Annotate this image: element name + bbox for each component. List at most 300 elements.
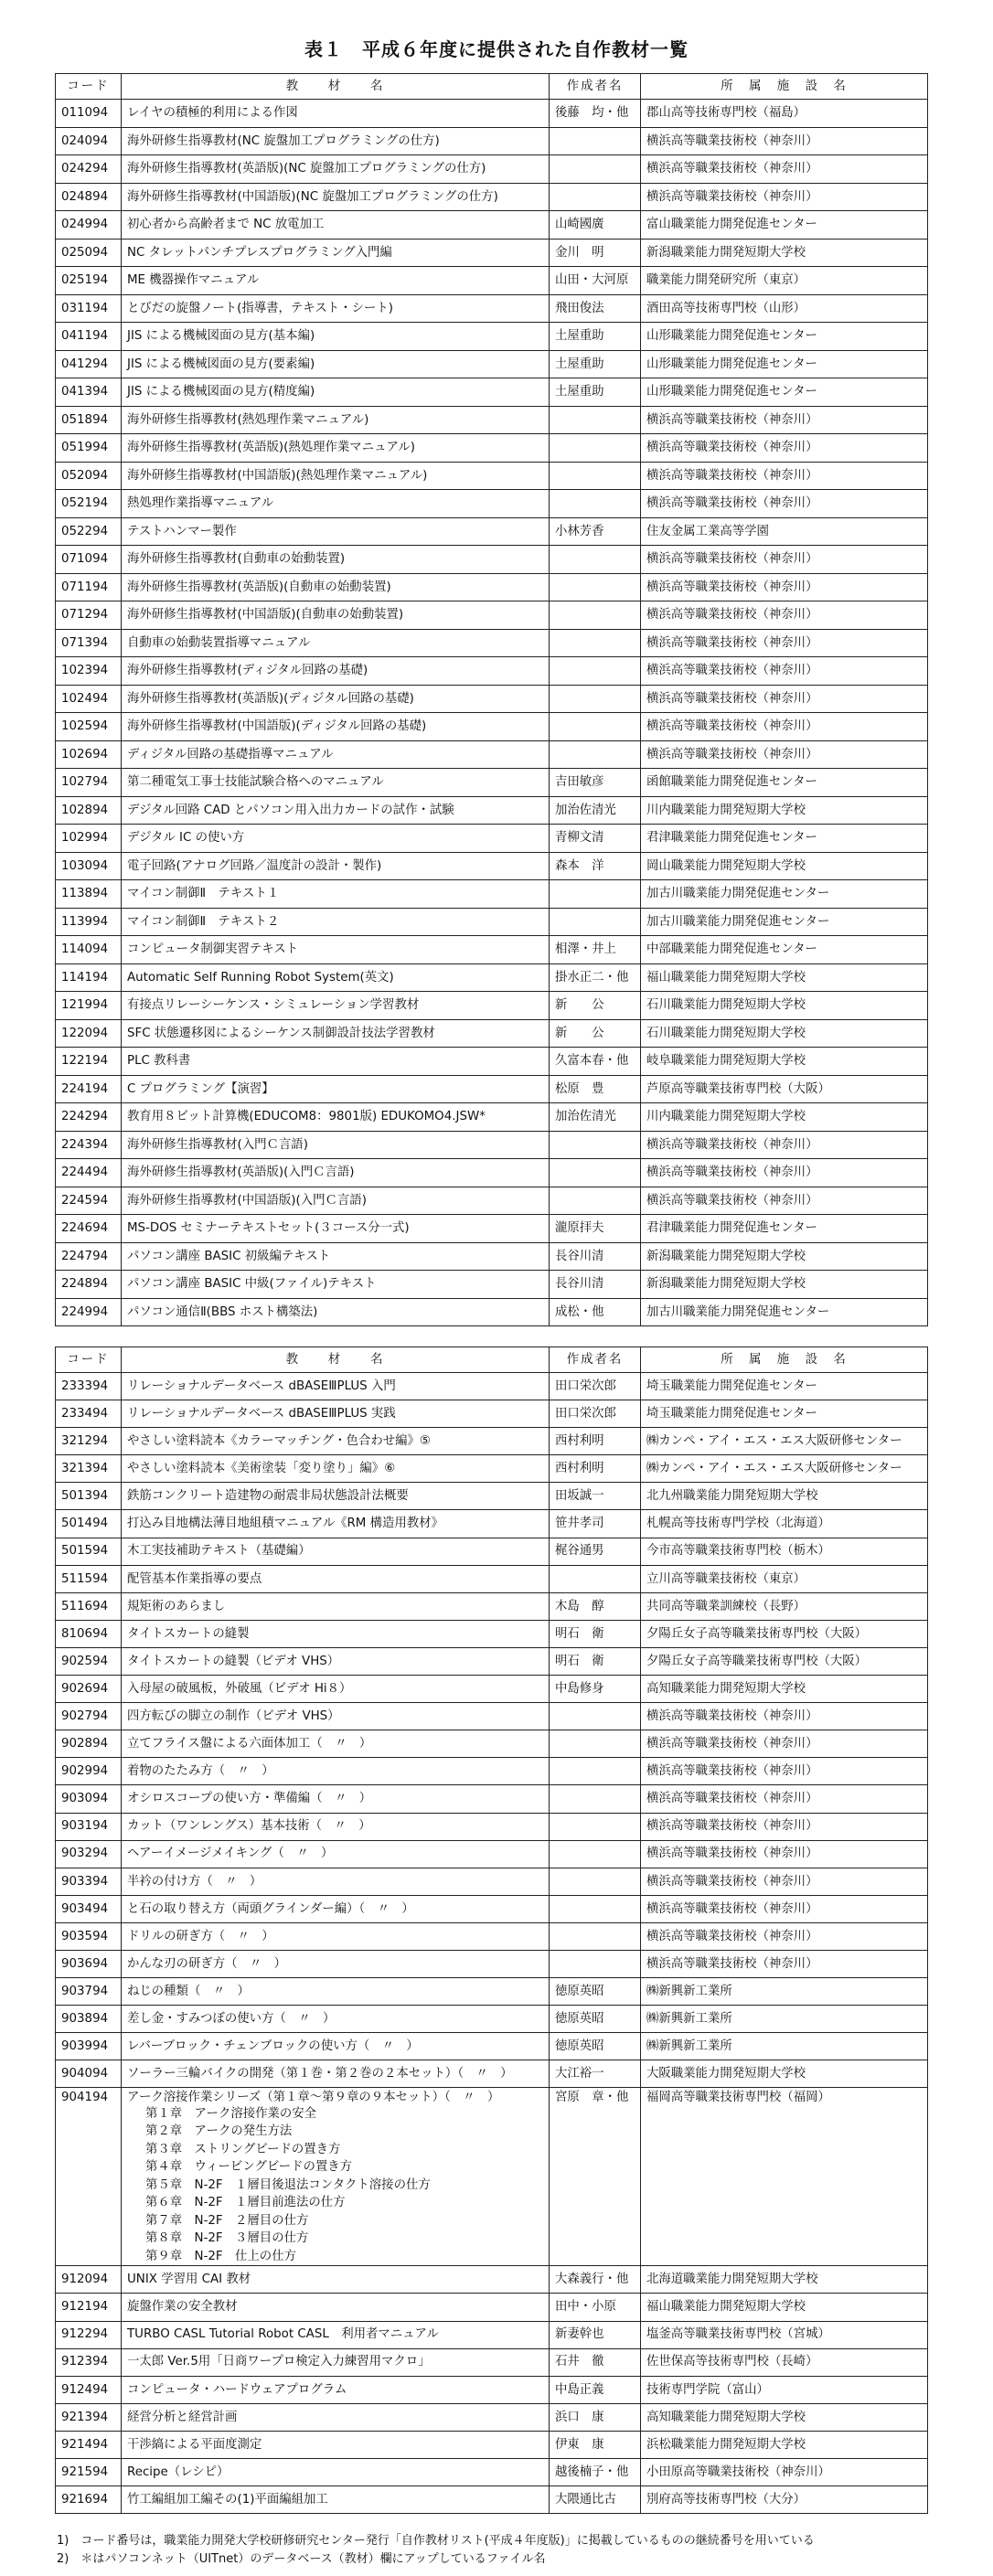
name-cell: [122, 1242, 550, 1271]
institution-cell: 浜松職業能力開発短期大学校: [641, 2431, 928, 2458]
code-cell: 501594: [56, 1538, 122, 1565]
name-cell: [122, 992, 550, 1020]
code-cell: 903394: [56, 1868, 122, 1895]
name-cell: [122, 1373, 550, 1400]
material-name: リレーショナルデータベース dBASEⅢPLUS 実践: [127, 1406, 396, 1421]
table-row: [56, 239, 928, 267]
code-cell: 921594: [56, 2459, 122, 2486]
material-name: C プログラミング【演習】: [127, 1081, 274, 1096]
name-cell: [122, 434, 550, 463]
code-cell: 321294: [56, 1428, 122, 1455]
author-cell: 西村利明: [550, 1428, 641, 1455]
table-row: [56, 1159, 928, 1187]
code-cell: 041394: [56, 378, 122, 407]
table-row: [56, 1565, 928, 1592]
table-row: [56, 1428, 928, 1455]
name-cell: [122, 1131, 550, 1159]
institution-cell: 新潟職業能力開発短期大学校: [641, 1242, 928, 1271]
code-cell: 071394: [56, 629, 122, 657]
name-cell: [122, 908, 550, 936]
author-cell: [550, 713, 641, 741]
code-cell: 903894: [56, 2006, 122, 2033]
name-cell: [122, 1730, 550, 1758]
chapter-item: 第８章 N-2F ３層目の仕方: [145, 2231, 309, 2246]
table-row: [56, 2431, 928, 2458]
author-cell: 田口栄次郎: [550, 1400, 641, 1428]
code-cell: 912394: [56, 2348, 122, 2376]
material-name: テストハンマー製作: [127, 524, 237, 538]
table-row: [56, 2348, 928, 2376]
chapter-item: 第４章 ウィービングビードの置き方: [145, 2160, 353, 2175]
name-cell: [122, 323, 550, 351]
material-name: 海外研修生指導教材(中国語版)(自動車の始動装置): [127, 608, 404, 623]
name-cell: [122, 546, 550, 574]
author-cell: [550, 127, 641, 155]
name-cell: [122, 1159, 550, 1187]
author-cell: 木島 醇: [550, 1592, 641, 1620]
material-name: 海外研修生指導教材(入門Ｃ言語): [127, 1137, 308, 1152]
table-row: [56, 490, 928, 518]
name-cell: [122, 796, 550, 825]
author-cell: 瀧原拝夫: [550, 1215, 641, 1243]
material-name: 規矩術のあらまし: [127, 1599, 226, 1613]
material-name: JIS による機械図面の見方(要素編): [127, 357, 315, 371]
author-cell: 田口栄次郎: [550, 1373, 641, 1400]
material-name: 経営分析と経営計画: [127, 2410, 238, 2424]
author-cell: 中島正義: [550, 2376, 641, 2403]
table-row: [56, 825, 928, 853]
material-name: やさしい塗料読本《美術塗装「変り塗り」編》⑥: [127, 1462, 396, 1476]
name-cell: [122, 769, 550, 797]
institution-cell: 横浜高等職業技術校（神奈川）: [641, 1950, 928, 1977]
table-row: [56, 629, 928, 657]
name-cell: [122, 2459, 550, 2486]
material-table-2: [55, 1347, 928, 2514]
author-cell: 越後楠子・他: [550, 2459, 641, 2486]
code-cell: 224394: [56, 1131, 122, 1159]
table-row: [56, 2088, 928, 2266]
name-cell: [122, 1620, 550, 1647]
chapter-item: 第３章 ストリングビードの置き方: [145, 2142, 341, 2156]
material-name: パソコン講座 BASIC 中級(ファイル)テキスト: [127, 1277, 377, 1292]
name-cell: [122, 1538, 550, 1565]
code-cell: 041194: [56, 323, 122, 351]
author-cell: 新 公: [550, 992, 641, 1020]
table-header-row: [56, 74, 928, 100]
material-name: 竹工編組加工編その(1)平面編組加工: [127, 2492, 328, 2507]
material-name: マイコン制御Ⅱ テキスト２: [127, 914, 280, 929]
table-row: [56, 1510, 928, 1538]
table-row: [56, 294, 928, 323]
name-cell: [122, 1215, 550, 1243]
material-name: 自動車の始動装置指導マニュアル: [127, 635, 311, 650]
institution-cell: 横浜高等職業技術校（神奈川）: [641, 127, 928, 155]
institution-cell: 横浜高等職業技術校（神奈川）: [641, 1922, 928, 1950]
table-row: [56, 2033, 928, 2060]
institution-cell: 大阪職業能力開発短期大学校: [641, 2060, 928, 2088]
name-cell: [122, 1840, 550, 1868]
author-cell: [550, 629, 641, 657]
table-row: [56, 1075, 928, 1103]
table-row: [56, 546, 928, 574]
code-cell: 103094: [56, 852, 122, 880]
table-row: [56, 1298, 928, 1326]
material-name: コンピュータ・ハードウェアプログラム: [127, 2382, 347, 2397]
institution-cell: 今市高等職業技術専門校（栃木）: [641, 1538, 928, 1565]
name-cell: [122, 1428, 550, 1455]
material-name: 配管基本作業指導の要点: [127, 1571, 262, 1586]
code-cell: 224194: [56, 1075, 122, 1103]
institution-cell: 横浜高等職業技術校（神奈川）: [641, 546, 928, 574]
institution-cell: 横浜高等職業技術校（神奈川）: [641, 462, 928, 490]
author-cell: 新妻幹也: [550, 2321, 641, 2348]
author-cell: 吉田敏彦: [550, 769, 641, 797]
name-cell: [122, 406, 550, 434]
name-cell: [122, 350, 550, 378]
name-cell: [122, 573, 550, 601]
institution-cell: 横浜高等職業技術校（神奈川）: [641, 573, 928, 601]
material-name: 打込み目地構法薄目地組積マニュアル《RM 構造用教材》: [127, 1517, 443, 1531]
code-cell: 114194: [56, 963, 122, 992]
institution-cell: 福岡高等職業技術専門校（福岡）: [641, 2088, 928, 2266]
author-cell: 田中・小原: [550, 2294, 641, 2321]
material-name: 海外研修生指導教材(ディジタル回路の基礎): [127, 664, 368, 678]
name-cell: [122, 1565, 550, 1592]
material-name: 海外研修生指導教材(NC 旋盤加工プログラミングの仕方): [127, 133, 440, 148]
name-cell: [122, 2486, 550, 2514]
table-row: [56, 2403, 928, 2431]
material-name: レバーブロック・チェンブロックの使い方（ 〃 ）: [127, 2039, 419, 2054]
material-name: UNIX 学習用 CAI 教材: [127, 2273, 251, 2287]
table-row: [56, 1758, 928, 1785]
name-cell: [122, 657, 550, 686]
code-cell: 321394: [56, 1455, 122, 1483]
material-name: ドリルの研ぎ方（ 〃 ）: [127, 1929, 274, 1943]
table-row: [56, 1455, 928, 1483]
institution-cell: 横浜高等職業技術校（神奈川）: [641, 406, 928, 434]
material-name: やさしい塗料読本《カラーマッチング・色合わせ編》⑤: [127, 1434, 431, 1449]
code-cell: 903494: [56, 1895, 122, 1922]
footnotes: [57, 2532, 934, 2569]
author-cell: 明石 衛: [550, 1647, 641, 1675]
institution-cell: 中部職業能力開発促進センター: [641, 936, 928, 964]
author-cell: 山崎國廣: [550, 211, 641, 240]
name-cell: [122, 517, 550, 546]
code-cell: 921494: [56, 2431, 122, 2458]
institution-cell: 酒田高等技術専門校（山形）: [641, 294, 928, 323]
chapter-item: 第７章 N-2F ２層目の仕方: [145, 2213, 309, 2228]
author-cell: 青柳文清: [550, 825, 641, 853]
table-row: [56, 1187, 928, 1215]
name-cell: [122, 1103, 550, 1132]
code-cell: 912194: [56, 2294, 122, 2321]
table-row: [56, 183, 928, 211]
material-name: 四方転びの脚立の制作（ビデオ VHS）: [127, 1708, 340, 1723]
table-row: [56, 713, 928, 741]
code-cell: 921694: [56, 2486, 122, 2514]
author-cell: [550, 406, 641, 434]
institution-cell: 佐世保高等技術専門校（長崎）: [641, 2348, 928, 2376]
author-cell: [550, 601, 641, 630]
institution-cell: 職業能力開発研究所（東京）: [641, 267, 928, 295]
table-row: [56, 852, 928, 880]
institution-cell: 芦原高等職業技術専門校（大阪）: [641, 1075, 928, 1103]
code-cell: 902894: [56, 1730, 122, 1758]
material-name: 第二種電気工事士技能試験合格へのマニュアル: [127, 775, 384, 790]
name-cell: [122, 601, 550, 630]
name-cell: [122, 127, 550, 155]
code-cell: 903094: [56, 1785, 122, 1813]
name-cell: [122, 2294, 550, 2321]
name-cell: [122, 155, 550, 184]
code-cell: 052294: [56, 517, 122, 546]
institution-cell: 函館職業能力開発促進センター: [641, 769, 928, 797]
institution-cell: 福山職業能力開発短期大学校: [641, 963, 928, 992]
name-cell: [122, 490, 550, 518]
institution-cell: 横浜高等職業技術校（神奈川）: [641, 1813, 928, 1840]
code-cell: 114094: [56, 936, 122, 964]
institution-cell: ㈱カンペ・アイ・エス・エス大阪研修センター: [641, 1428, 928, 1455]
name-cell: [122, 1271, 550, 1299]
institution-cell: 横浜高等職業技術校（神奈川）: [641, 1730, 928, 1758]
table-row: [56, 2266, 928, 2294]
material-name: ヘアーイメージメイキング（ 〃 ）: [127, 1847, 334, 1861]
institution-cell: 横浜高等職業技術校（神奈川）: [641, 1868, 928, 1895]
table-row: [56, 1373, 928, 1400]
material-name: MS-DOS セミナーテキストセット(３コース分一式): [127, 1221, 410, 1236]
code-cell: 102394: [56, 657, 122, 686]
name-cell: [122, 713, 550, 741]
table-row: [56, 267, 928, 295]
material-name: 熱処理作業指導マニュアル: [127, 496, 274, 511]
institution-cell: 横浜高等職業技術校（神奈川）: [641, 713, 928, 741]
name-cell: [122, 239, 550, 267]
material-name: SFC 状態遷移図によるシーケンス制御設計技法学習教材: [127, 1026, 435, 1040]
material-name: 海外研修生指導教材(中国語版)(入門Ｃ言語): [127, 1193, 367, 1208]
table-row: [56, 1242, 928, 1271]
chapter-item: 第５章 N-2F １層目後退法コンタクト溶接の仕方: [145, 2177, 431, 2192]
author-cell: 梶谷通男: [550, 1538, 641, 1565]
institution-cell: 北海道職業能力開発短期大学校: [641, 2266, 928, 2294]
material-name: PLC 教科書: [127, 1054, 191, 1069]
code-cell: 224794: [56, 1242, 122, 1271]
author-cell: 長谷川清: [550, 1242, 641, 1271]
institution-cell: 新潟職業能力開発短期大学校: [641, 239, 928, 267]
author-cell: 金川 明: [550, 239, 641, 267]
material-name: 旋盤作業の安全教材: [127, 2300, 238, 2315]
material-name: 差し金・すみつぼの使い方（ 〃 ）: [127, 2012, 336, 2026]
table-row: [56, 1620, 928, 1647]
table-row: [56, 880, 928, 909]
author-cell: [550, 1785, 641, 1813]
name-cell: [122, 2088, 550, 2266]
table-row: [56, 2060, 928, 2088]
code-cell: 102594: [56, 713, 122, 741]
header-name: 教 材 名: [122, 74, 550, 100]
table-2-body: [56, 1373, 928, 2514]
institution-cell: 横浜高等職業技術校（神奈川）: [641, 1159, 928, 1187]
material-name: マイコン制御Ⅱ テキスト１: [127, 887, 280, 901]
table-1-body: [56, 100, 928, 1326]
header-code: コード: [56, 1347, 122, 1373]
table-row: [56, 992, 928, 1020]
code-cell: 810694: [56, 1620, 122, 1647]
table-row: [56, 1592, 928, 1620]
institution-cell: 山形職業能力開発促進センター: [641, 350, 928, 378]
table-row: [56, 1215, 928, 1243]
code-cell: 501494: [56, 1510, 122, 1538]
name-cell: [122, 825, 550, 853]
table-row: [56, 100, 928, 128]
institution-cell: 岐阜職業能力開発短期大学校: [641, 1048, 928, 1076]
code-cell: 224694: [56, 1215, 122, 1243]
institution-cell: 川内職業能力開発短期大学校: [641, 1103, 928, 1132]
author-cell: [550, 1187, 641, 1215]
material-name: 鉄筋コンクリート造建物の耐震非局状態設計法概要: [127, 1489, 409, 1504]
name-cell: [122, 1813, 550, 1840]
author-cell: 土屋重助: [550, 350, 641, 378]
institution-cell: 横浜高等職業技術校（神奈川）: [641, 1785, 928, 1813]
material-name: JIS による機械図面の見方(基本編): [127, 329, 315, 344]
author-cell: [550, 1840, 641, 1868]
code-cell: 904194: [56, 2088, 122, 2266]
code-cell: 903994: [56, 2033, 122, 2060]
material-name: タイトスカートの縫製（ビデオ VHS）: [127, 1654, 340, 1668]
institution-cell: 横浜高等職業技術校（神奈川）: [641, 1131, 928, 1159]
author-cell: [550, 434, 641, 463]
chapter-item: 第１章 アーク溶接作業の安全: [145, 2106, 317, 2121]
material-name: 海外研修生指導教材(英語版)(入門Ｃ言語): [127, 1166, 355, 1180]
table-row: [56, 1131, 928, 1159]
table-row: [56, 517, 928, 546]
author-cell: 大隈通比古: [550, 2486, 641, 2514]
author-cell: 土屋重助: [550, 378, 641, 407]
name-cell: [122, 462, 550, 490]
author-cell: 新 公: [550, 1019, 641, 1048]
table-row: [56, 2376, 928, 2403]
name-cell: [122, 685, 550, 713]
author-cell: [550, 1922, 641, 1950]
code-cell: 233494: [56, 1400, 122, 1428]
table-row: [56, 1483, 928, 1510]
material-name: かんな刃の研ぎ方（ 〃 ）: [127, 1956, 287, 1971]
table-row: [56, 1103, 928, 1132]
table-row: [56, 434, 928, 463]
material-name: TURBO CASL Tutorial Robot CASL 利用者マニュアル: [127, 2327, 439, 2342]
author-cell: [550, 155, 641, 184]
author-cell: [550, 546, 641, 574]
code-cell: 051894: [56, 406, 122, 434]
material-name: 海外研修生指導教材(中国語版)(NC 旋盤加工プログラミングの仕方): [127, 189, 498, 204]
author-cell: [550, 1131, 641, 1159]
code-cell: 224594: [56, 1187, 122, 1215]
material-name: 木工実技補助テキスト（基礎編）: [127, 1544, 311, 1559]
material-name: 海外研修生指導教材(英語版)(自動車の始動装置): [127, 580, 391, 594]
author-cell: [550, 1813, 641, 1840]
author-cell: [550, 740, 641, 769]
table-row: [56, 601, 928, 630]
table-row: [56, 1785, 928, 1813]
institution-cell: 夕陽丘女子高等職業技術専門校（大阪）: [641, 1620, 928, 1647]
name-cell: [122, 1758, 550, 1785]
name-cell: [122, 880, 550, 909]
material-name: リレーショナルデータベース dBASEⅢPLUS 入門: [127, 1378, 396, 1393]
code-cell: 903294: [56, 1840, 122, 1868]
institution-cell: 立川高等職業技術校（東京）: [641, 1565, 928, 1592]
table-row: [56, 1703, 928, 1730]
author-cell: 田坂誠一: [550, 1483, 641, 1510]
author-cell: [550, 1159, 641, 1187]
code-cell: 071194: [56, 573, 122, 601]
material-name: デジタル IC の使い方: [127, 831, 245, 846]
name-cell: [122, 1895, 550, 1922]
institution-cell: 加古川職業能力開発促進センター: [641, 908, 928, 936]
author-cell: 小林芳香: [550, 517, 641, 546]
table-row: [56, 1271, 928, 1299]
code-cell: 024094: [56, 127, 122, 155]
code-cell: 912294: [56, 2321, 122, 2348]
code-cell: 113894: [56, 880, 122, 909]
author-cell: 久富本春・他: [550, 1048, 641, 1076]
chapter-item: 第９章 N-2F 仕上の仕方: [145, 2249, 296, 2263]
name-cell: [122, 1400, 550, 1428]
code-cell: 224994: [56, 1298, 122, 1326]
institution-cell: 技術専門学院（富山）: [641, 2376, 928, 2403]
table-row: [56, 936, 928, 964]
code-cell: 501394: [56, 1483, 122, 1510]
author-cell: 徳原英昭: [550, 2006, 641, 2033]
table-row: [56, 1019, 928, 1048]
header-author: 作成者名: [550, 74, 641, 100]
institution-cell: 横浜高等職業技術校（神奈川）: [641, 740, 928, 769]
author-cell: 西村利明: [550, 1455, 641, 1483]
table-row: [56, 796, 928, 825]
author-cell: [550, 573, 641, 601]
material-name: 海外研修生指導教材(自動車の始動装置): [127, 552, 346, 567]
chapter-item: 第６章 N-2F １層目前進法の仕方: [145, 2196, 346, 2210]
name-cell: [122, 1510, 550, 1538]
material-name: ME 機器操作マニュアル: [127, 273, 260, 288]
code-cell: 052194: [56, 490, 122, 518]
material-name: 干渉縞による平面度測定: [127, 2437, 262, 2452]
institution-cell: 横浜高等職業技術校（神奈川）: [641, 1840, 928, 1868]
name-cell: [122, 2348, 550, 2376]
table-row: [56, 406, 928, 434]
table-row: [56, 573, 928, 601]
table-row: [56, 769, 928, 797]
code-cell: 102494: [56, 685, 122, 713]
table-row: [56, 1840, 928, 1868]
institution-cell: 横浜高等職業技術校（神奈川）: [641, 183, 928, 211]
header-institution: 所 属 施 設 名: [641, 74, 928, 100]
name-cell: [122, 1592, 550, 1620]
institution-cell: ㈱カンペ・アイ・エス・エス大阪研修センター: [641, 1455, 928, 1483]
table-header-row: [56, 1347, 928, 1373]
institution-cell: 福山職業能力開発短期大学校: [641, 2294, 928, 2321]
table-row: [56, 908, 928, 936]
code-cell: 024994: [56, 211, 122, 240]
code-cell: 511594: [56, 1565, 122, 1592]
material-name: 海外研修生指導教材(熱処理作業マニュアル): [127, 412, 369, 427]
material-name: ねじの種類（ 〃 ）: [127, 1984, 250, 1998]
code-cell: 051994: [56, 434, 122, 463]
code-cell: 024894: [56, 183, 122, 211]
author-cell: [550, 908, 641, 936]
material-name: 電子回路(アナログ回路／温度計の設計・製作): [127, 858, 382, 873]
author-cell: 相澤・井上: [550, 936, 641, 964]
code-cell: 224894: [56, 1271, 122, 1299]
institution-cell: 加古川職業能力開発促進センター: [641, 880, 928, 909]
